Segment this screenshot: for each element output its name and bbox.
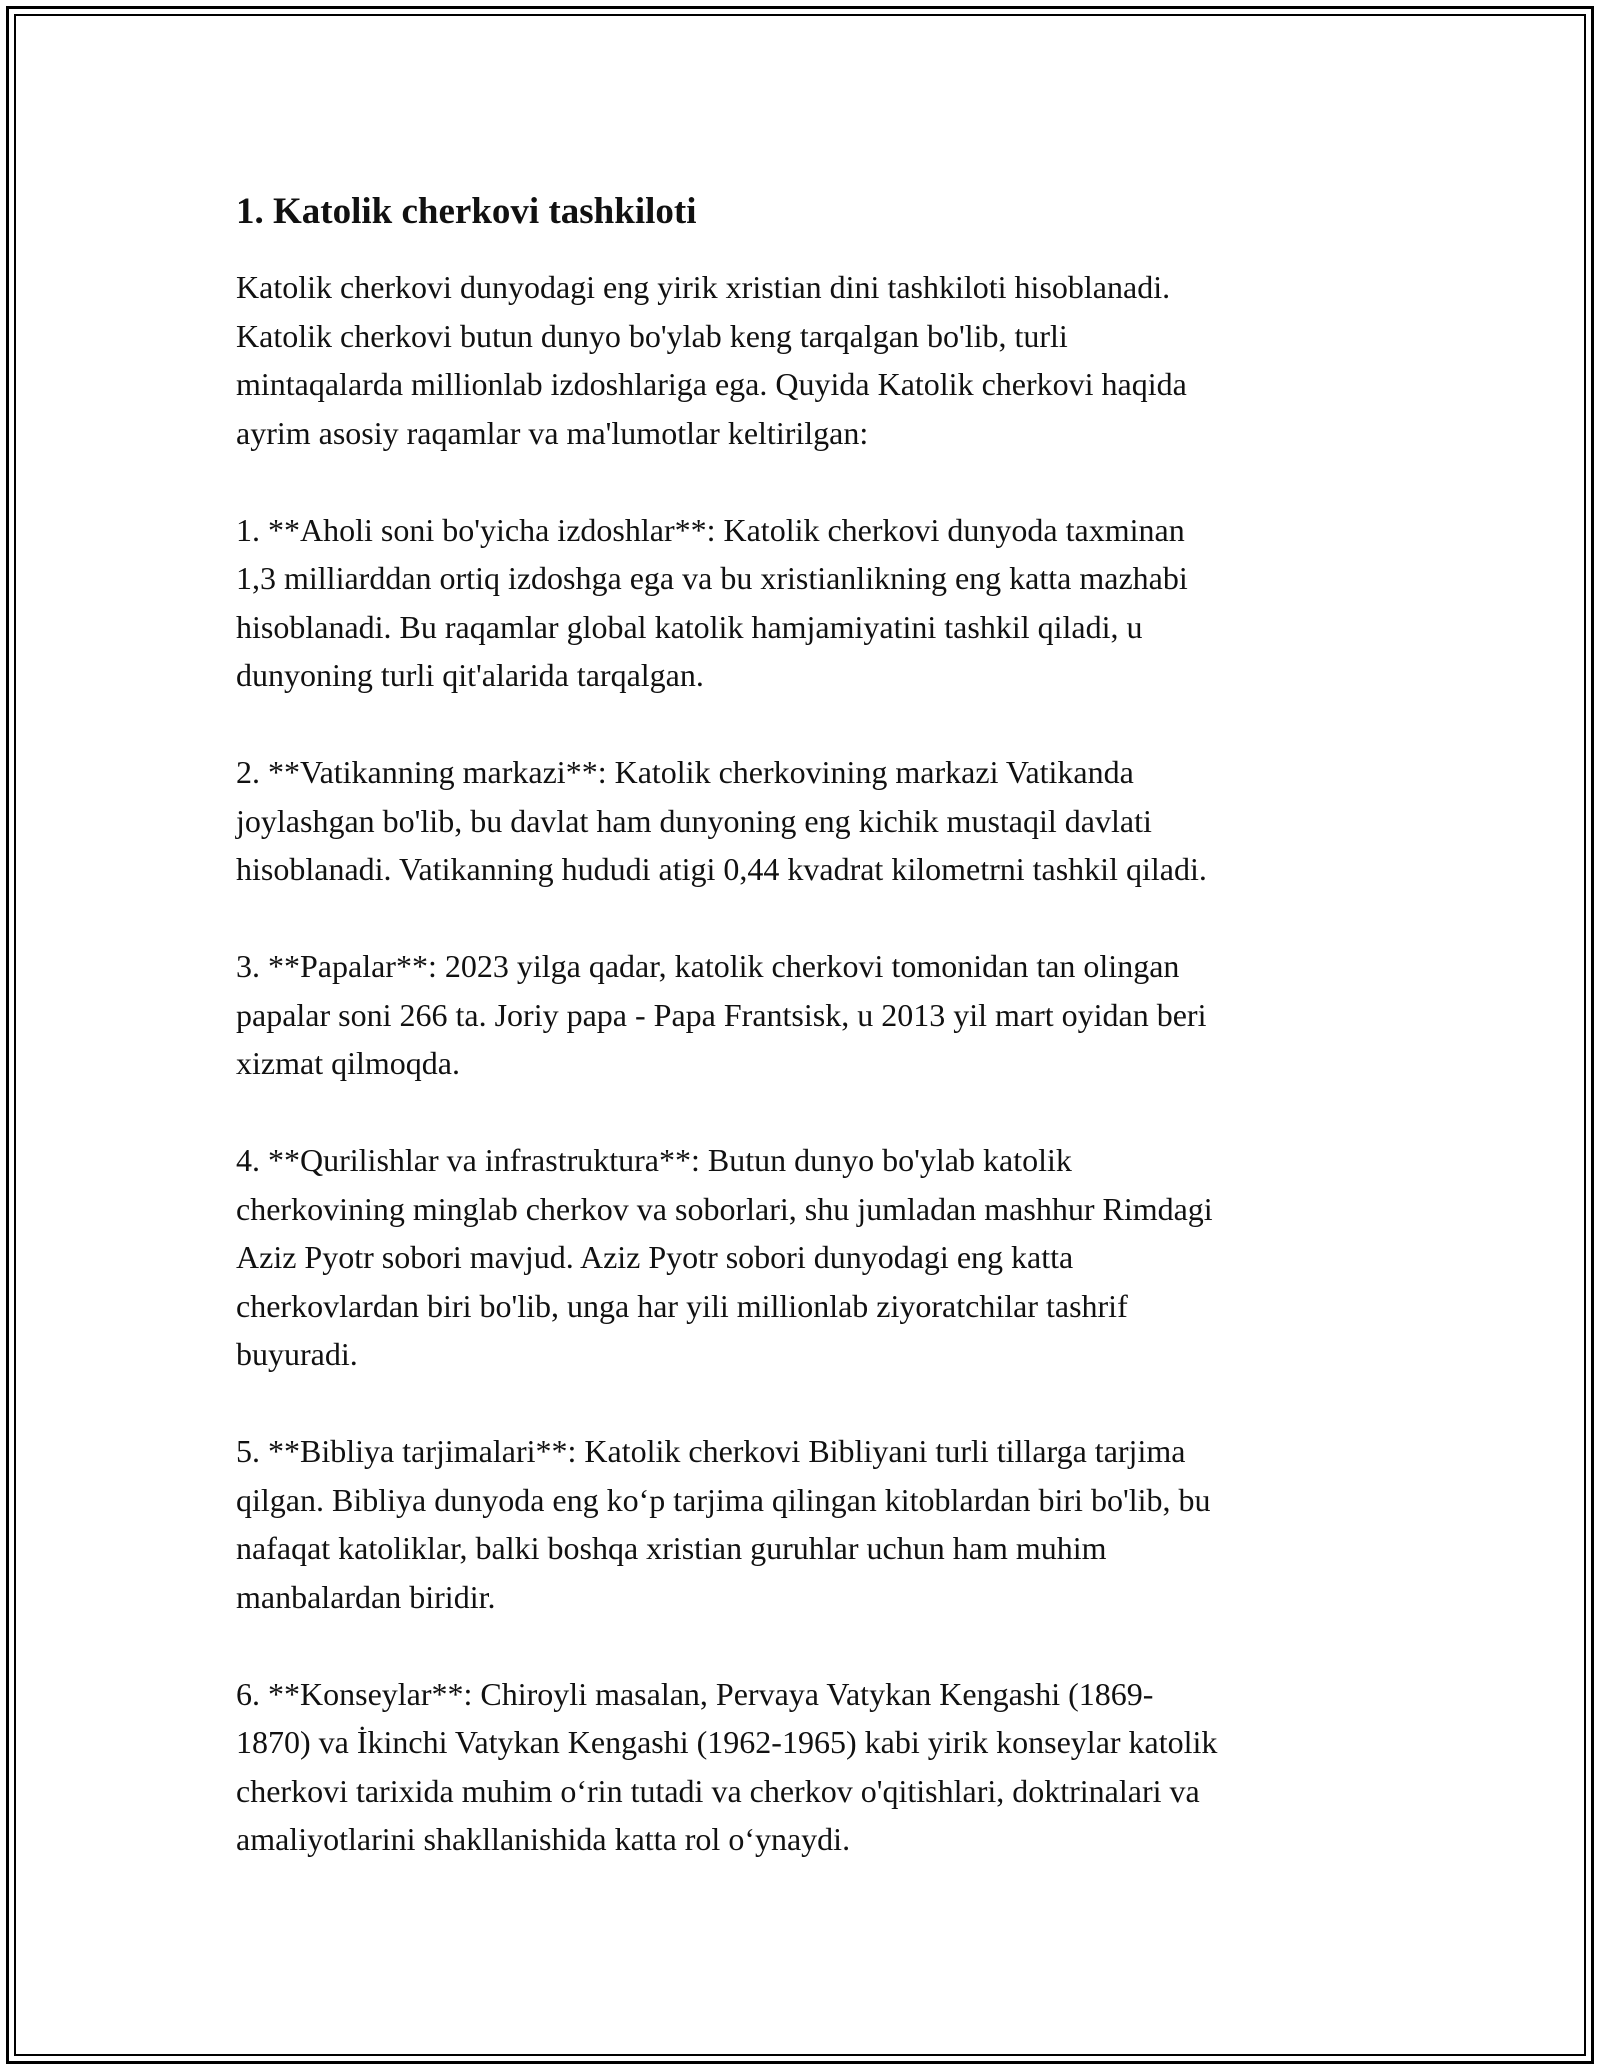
list-item-councils: 6. **Konseylar**: Chiroyli masalan, Pervaya Vatykan Kengashi (1869- 1870) va İkinchi Vatykan Kengashi (1962-1965) kabi yirik konseylar katolik cherkovi tarixida muhim oʻrin tutadi va cherkov o'qitishlari, doktrinalari va amaliyotlarini shakllanishida katta rol oʻynaydi.	[236, 1675, 1218, 1857]
document-body	[236, 187, 1376, 1912]
list-item-infrastructure: 4. **Qurilishlar va infrastruktura**: Butun dunyo bo'ylab katolik cherkovining minglab cherkov va soborlari, shu jumladan mashhur Rimdagi Aziz Pyotr sobori mavjud. Aziz Pyotr sobori dunyodagi eng katta cherkovlardan biri bo'lib, unga har yili millionlab ziyoratchilar tashrif buyuradi.	[236, 1142, 1213, 1372]
document-title: 1. Katolik cherkovi tashkiloti	[236, 191, 697, 232]
list-item-followers: 1. **Aholi soni bo'yicha izdoshlar**: Katolik cherkovi dunyoda taxminan 1,3 milliarddan ortiq izdoshga ega va bu xristianlikning eng katta mazhabi hisoblanadi. Bu raqamlar global katolik hamjamiyatini tashkil qiladi, u dunyoning turli qit'alarida tarqalgan.	[236, 511, 1188, 693]
intro-paragraph: Katolik cherkovi dunyodagi eng yirik xristian dini tashkiloti hisoblanadi. Katolik cherkovi butun dunyo bo'ylab keng tarqalgan bo'lib, turli mintaqalarda millionlab izdoshlariga ega. Quyida Katolik cherkovi haqida ayrim asosiy raqamlar va ma'lumotlar keltirilgan:	[236, 269, 1187, 451]
list-item-vatican: 2. **Vatikanning markazi**: Katolik cherkovining markazi Vatikanda joylashgan bo'lib, bu davlat ham dunyoning eng kichik mustaqil davlati hisoblanadi. Vatikanning hududi atigi 0,44 kvadrat kilometrni tashkil qiladi.	[236, 754, 1207, 887]
list-item-bible-translations: 5. **Bibliya tarjimalari**: Katolik cherkovi Bibliyani turli tillarga tarjima qilgan. Bibliya dunyoda eng koʻp tarjima qilingan kitoblardan biri bo'lib, bu nafaqat katoliklar, balki boshqa xristian guruhlar uchun ham muhim manbalardan biridir.	[236, 1433, 1211, 1615]
list-item-popes: 3. **Papalar**: 2023 yilga qadar, katolik cherkovi tomonidan tan olingan papalar soni 266 ta. Joriy papa - Papa Frantsisk, u 2013 yil mart oyidan beri xizmat qilmoqda.	[236, 948, 1207, 1081]
